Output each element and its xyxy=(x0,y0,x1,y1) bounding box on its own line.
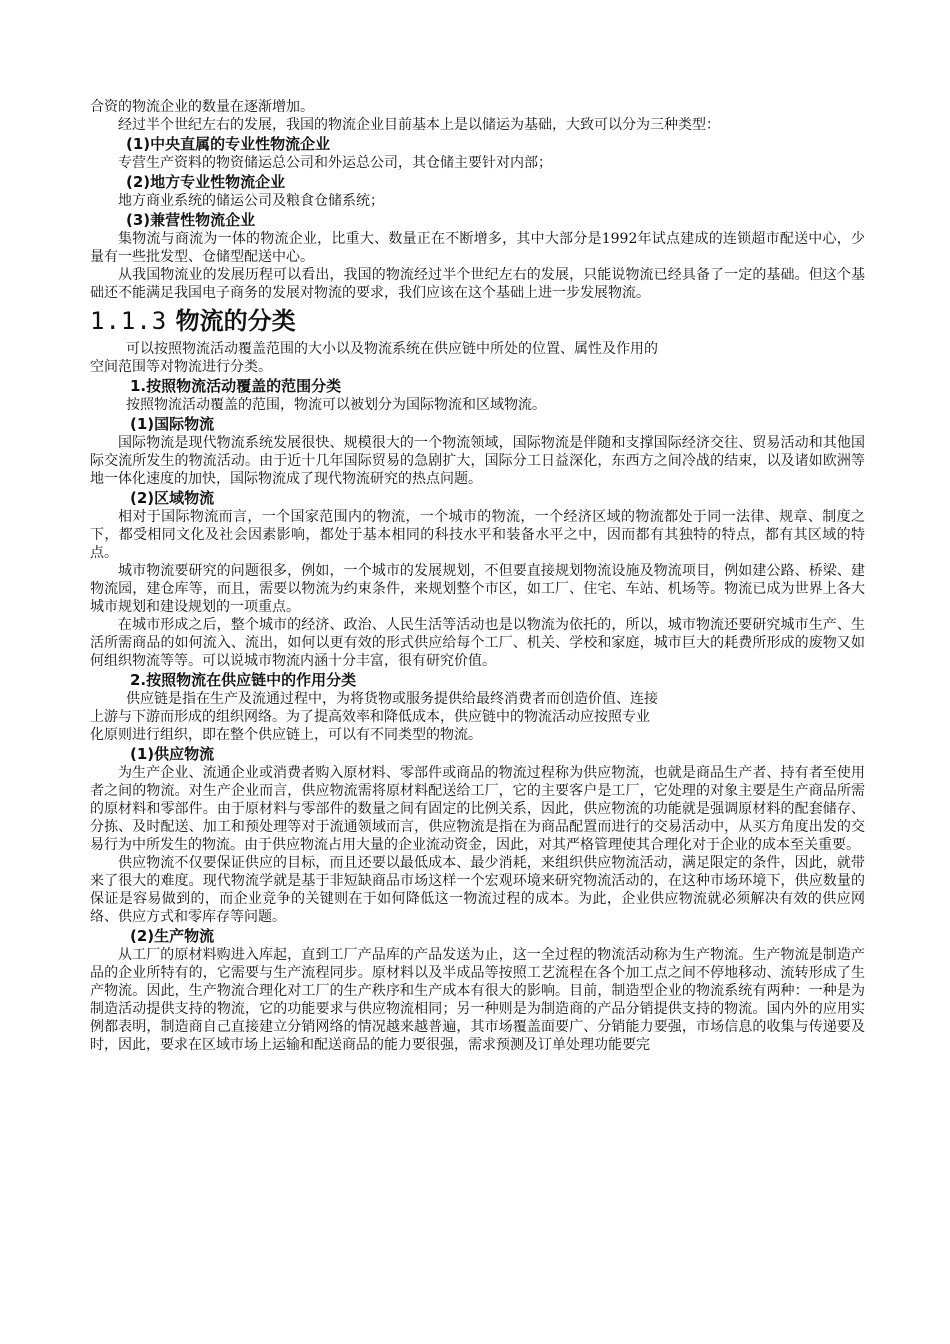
document-page xyxy=(90,98,865,1054)
paragraph: 相对于国际物流而言，一个国家范围内的物流，一个城市的物流，一个经济区域的物流都处于同一法律、规章、制度之下，都受相同文化及社会因素影响，都处于基本相同的科技水平和装备水平之中，因而都有其独特的特点，都有其区域的特点。 xyxy=(90,509,865,561)
paragraph: 上游与下游而形成的组织网络。为了提高效率和降低成本，供应链中的物流活动应按照专业 xyxy=(90,709,650,725)
section-number: 1.1.3 xyxy=(90,307,168,335)
paragraph: 化原则进行组织，即在整个供应链上，可以有不同类型的物流。 xyxy=(90,727,482,743)
paragraph: 专营生产资料的物资储运总公司和外运总公司，其仓储主要针对内部； xyxy=(118,155,552,171)
paragraph: 可以按照物流活动覆盖范围的大小以及物流系统在供应链中所处的位置、属性及作用的 xyxy=(126,341,658,357)
subheading-central-enterprise: (1)中央直属的专业性物流企业 xyxy=(126,135,331,153)
subheading-production-logistics: (2)生产物流 xyxy=(130,927,215,945)
paragraph: 为生产企业、流通企业或消费者购入原材料、零部件或商品的物流过程称为供应物流，也就是商品生产者、持有者至使用者之间的物流。对生产企业而言，供应物流需将原材料配送给工厂，它的主要客户是工厂，它处理的对象主要是生产商品所需的原材料和零部件。由于原材料与零部件的数量之间有固定的比例关系，因此，供应物流的功能就是强调原材料的配套储存、分拣、及时配送、加工和预处理等对于流通领域而言，供应物流是指在为商品配置而进行的交易活动中，从买方角度出发的交易行为中所发生的物流。由于供应物流占用大量的企业流动资金，因此，对其严格管理使其合理化对于企业的成本至关重要。 xyxy=(90,765,865,853)
paragraph: 经过半个世纪左右的发展，我国的物流企业目前基本上是以储运为基础，大致可以分为三种类型： xyxy=(118,117,720,133)
section-title: 物流的分类 xyxy=(175,307,296,335)
subheading-regional: (2)区域物流 xyxy=(130,489,215,507)
paragraph: 空间范围等对物流进行分类。 xyxy=(90,359,272,375)
paragraph: 在城市形成之后，整个城市的经济、政治、人民生活等活动也是以物流为依托的，所以，城市物流还要研究城市生产、生活所需商品的如何流入、流出，如何以更有效的形式供应给每个工厂、机关、学校和家庭，城市巨大的耗费所形成的废物又如何组织物流等等。可以说城市物流内涵十分丰富，很有研究价值。 xyxy=(90,617,865,669)
paragraph: 集物流与商流为一体的物流企业，比重大、数量正在不断增多，其中大部分是1992年试点建成的连锁超市配送中心，少量有一些批发型、仓储型配送中心。 xyxy=(90,231,865,265)
subheading-international: (1)国际物流 xyxy=(130,415,215,433)
subheading-supply-chain: 2.按照物流在供应链中的作用分类 xyxy=(130,671,357,689)
paragraph: 国际物流是现代物流系统发展很快、规模很大的一个物流领域，国际物流是伴随和支撑国际经济交往、贸易活动和其他国际交流所发生的物流活动。由于近十几年国际贸易的急剧扩大，国际分工日益深化，东西方之间冷战的结束，以及诸如欧洲等地一体化速度的加快，国际物流成了现代物流研究的热点问题。 xyxy=(90,435,865,487)
subheading-supply-logistics: (1)供应物流 xyxy=(130,745,215,763)
paragraph: 从工厂的原材料购进入库起，直到工厂产品库的产品发送为止，这一全过程的物流活动称为生产物流。生产物流是制造产品的企业所特有的，它需要与生产流程同步。原材料以及半成品等按照工艺流程在各个加工点之间不停地移动、流转形成了生产物流。因此，生产物流合理化对工厂的生产秩序和生产成本有很大的影响。目前，制造型企业的物流系统有两种：一种是为制造活动提供支持的物流，它的功能要求与供应物流相同；另一种则是为制造商的产品分销提供支持的物流。国内外的应用实例都表明，制造商自己直接建立分销网络的情况越来越普遍，其市场覆盖面要广、分销能力要强，市场信息的收集与传递要及时，因此，要求在区域市场上运输和配送商品的能力要很强，需求预测及订单处理功能要完 xyxy=(90,947,865,1053)
paragraph: 地方商业系统的储运公司及粮食仓储系统； xyxy=(118,193,384,209)
section-heading xyxy=(90,306,865,336)
paragraph: 供应链是指在生产及流通过程中，为将货物或服务提供给最终消费者而创造价值、连接 xyxy=(126,691,658,707)
subheading-coverage: 1.按照物流活动覆盖的范围分类 xyxy=(130,377,342,395)
subheading-mixed-enterprise: (3)兼营性物流企业 xyxy=(126,211,256,229)
subheading-local-enterprise: (2)地方专业性物流企业 xyxy=(126,173,286,191)
paragraph: 按照物流活动覆盖的范围，物流可以被划分为国际物流和区域物流。 xyxy=(126,397,546,413)
paragraph: 城市物流要研究的问题很多，例如，一个城市的发展规划，不但要直接规划物流设施及物流项目，例如建公路、桥梁、建物流园，建仓库等，而且，需要以物流为约束条件，来规划整个市区，如工厂、住宅、车站、机场等。物流已成为世界上各大城市规划和建设规划的一项重点。 xyxy=(90,563,865,615)
paragraph: 供应物流不仅要保证供应的目标，而且还要以最低成本、最少消耗，来组织供应物流活动，满足限定的条件，因此，就带来了很大的难度。现代物流学就是基于非短缺商品市场这样一个宏观环境来研究物流活动的，在这种市场环境下，供应数量的保证是容易做到的，而企业竞争的关键则在于如何降低这一物流过程的成本。为此，企业供应物流就必须解决有效的供应网络、供应方式和零库存等问题。 xyxy=(90,855,865,925)
paragraph: 从我国物流业的发展历程可以看出，我国的物流经过半个世纪左右的发展，只能说物流已经具备了一定的基础。但这个基础还不能满足我国电子商务的发展对物流的要求，我们应该在这个基础上进一步发展物流。 xyxy=(90,267,865,301)
paragraph: 合资的物流企业的数量在逐渐增加。 xyxy=(90,99,314,115)
